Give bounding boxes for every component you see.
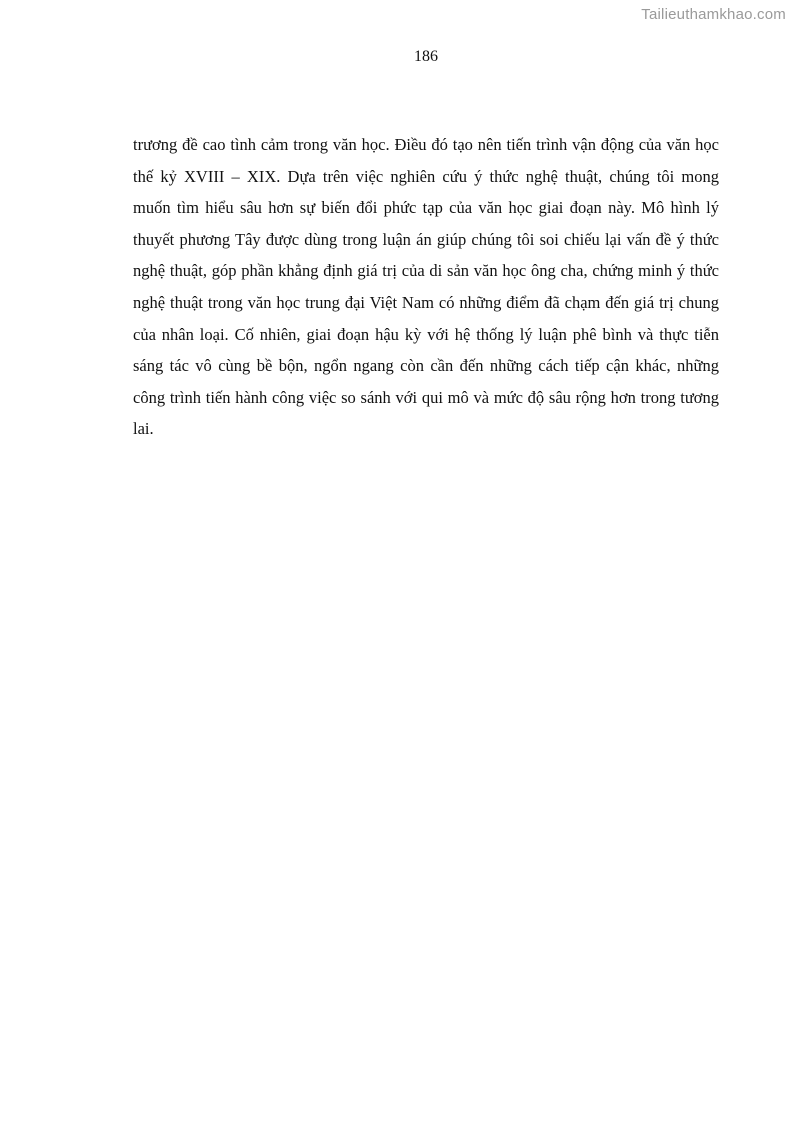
body-paragraph: trương đề cao tình cảm trong văn học. Điều đó tạo nên tiến trình vận động của văn học thế kỷ XVIII – XIX. Dựa trên việc nghiên cứu ý thức nghệ thuật, chúng tôi mong muốn tìm hiểu sâu hơn sự biến đổi phức tạp của văn học giai đoạn này. Mô hình lý thuyết phương Tây được dùng trong luận án giúp chúng tôi soi chiếu lại vấn đề ý thức nghệ thuật, góp phần khẳng định giá trị của di sản văn học ông cha, chứng minh ý thức nghệ thuật trong văn học trung đại Việt Nam có những điểm đã chạm đến giá trị chung của nhân loại. Cố nhiên, giai đoạn hậu kỳ với hệ thống lý luận phê bình và thực tiễn sáng tác vô cùng bề bộn, ngổn ngang còn cần đến những cách tiếp cận khác, những công trình tiến hành công việc so sánh với qui mô và mức độ sâu rộng hơn trong tương lai. [133, 135, 719, 439]
page-number: 186 [414, 48, 438, 65]
watermark: Tailieuthamkhao.com [641, 6, 786, 23]
